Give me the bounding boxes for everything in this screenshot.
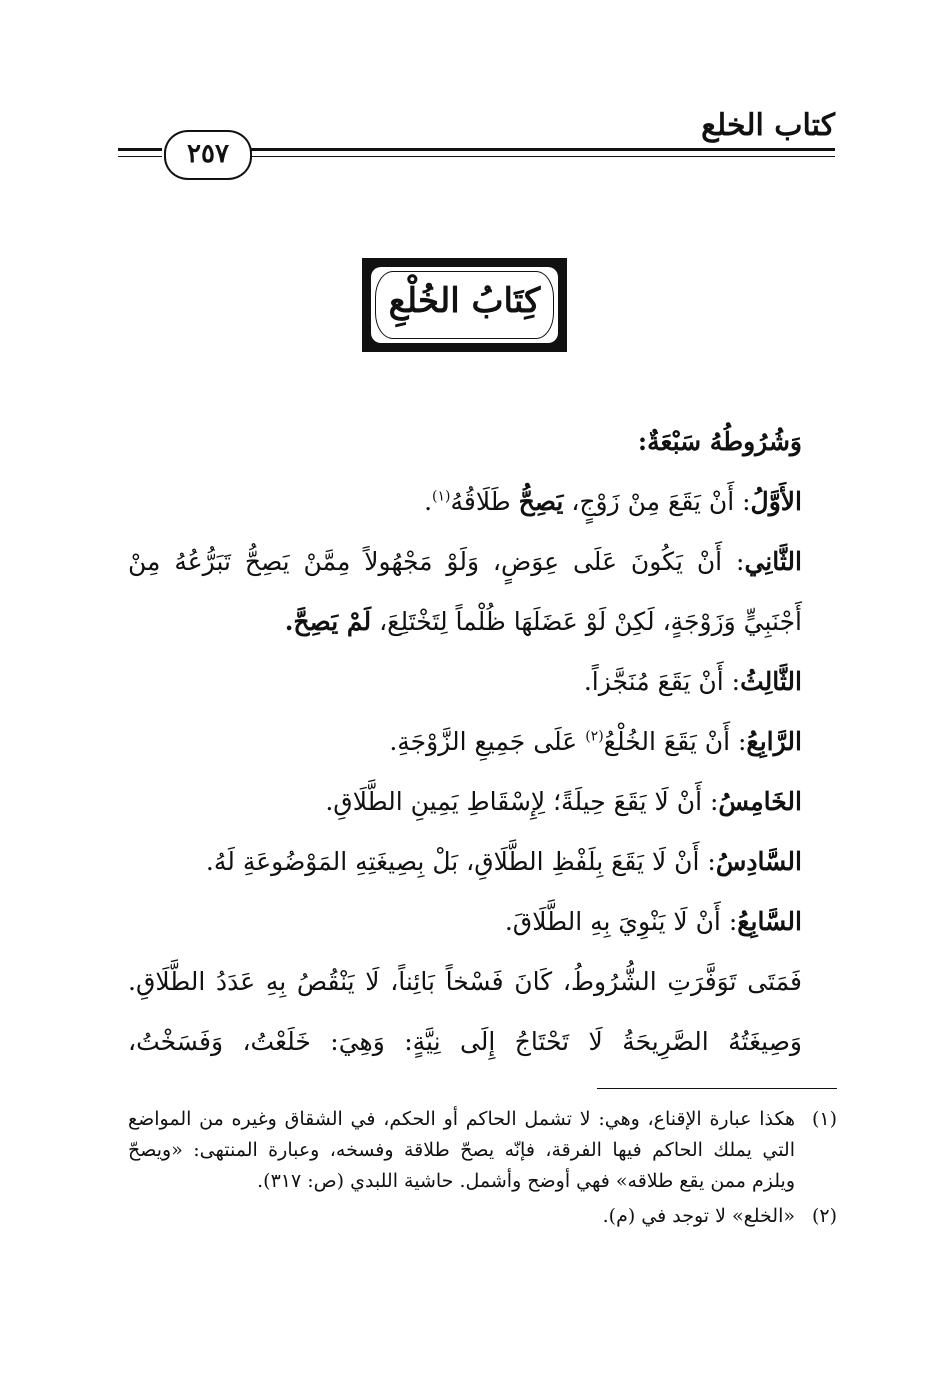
condition-3: [128, 652, 802, 712]
condition-4: [128, 712, 802, 772]
paragraph-2: وَصِيغَتُهُ الصَّرِيحَةُ لَا تَحْتَاجُ إِلَى نِيَّةٍ: وَهِيَ: خَلَعْتُ، وَفَسَخْتُ،: [128, 1027, 802, 1056]
condition-2-line-1: [128, 532, 802, 592]
condition-label: السَّادِسُ: [715, 847, 802, 876]
running-header-title: كتاب الخلع: [701, 108, 835, 143]
header-rule-left-thick: [118, 148, 162, 151]
footnote-text: هكذا عبارة الإقناع، وهي: لا تشمل الحاكم أو الحكم، في الشقاق وغيره من المواضع التي يملك الحاكم فيها الفرقة، فإنّه يصحّ طلاقة وفسخه، وعبارة المنتهى: «ويصحّ ويلزم ممن يقع طلاقه» فهي أوضح وأشمل. حاشية اللبدي (ص: ٣١٧).: [128, 1108, 795, 1192]
condition-text: : أَنْ لَا يَقَعَ حِيلَةً؛ لِإِسْقَاطِ يَمِينِ الطَّلَاقِ.: [325, 787, 719, 816]
condition-label: الرَّابِعُ: [746, 727, 802, 756]
footnote-2: [128, 1201, 837, 1232]
condition-6: [128, 832, 802, 892]
condition-1: [128, 472, 802, 532]
condition-label: الثَّانِي: [744, 547, 802, 576]
page-number: ٢٥٧: [164, 130, 252, 180]
condition-emphasis: لَمْ يَصِحَّ: [293, 607, 372, 636]
condition-text: : أَنْ لَا يَنْوِيَ بِهِ الطَّلَاقَ.: [504, 907, 738, 936]
footnotes: [128, 1104, 837, 1232]
header-rule-thin: [250, 156, 835, 157]
condition-label: الأَوَّلُ: [750, 487, 802, 516]
chapter-title-inner: [371, 267, 558, 343]
footnote-text: «الخلع» لا توجد في (م).: [602, 1205, 795, 1227]
condition-text: طَلَاقُهُ: [450, 487, 511, 516]
condition-text: : أَنْ يَقَعَ الخُلْعُ: [603, 727, 747, 756]
footnote-ref-1[interactable]: (١): [432, 488, 451, 505]
condition-label: الثَّالِثُ: [740, 667, 802, 696]
condition-text: : أَنْ يَقَعَ مِنْ زَوْجٍ،: [571, 487, 751, 516]
conditions-intro: وَشُرُوطُهُ سَبْعَةٌ:: [637, 427, 802, 456]
chapter-title-frame: [362, 258, 567, 352]
condition-2-line-2: [128, 592, 802, 652]
footnote-1: [128, 1104, 837, 1197]
footnote-separator: [597, 1088, 837, 1089]
condition-text: : أَنْ يَكُونَ عَلَى عِوَضٍ، وَلَوْ مَجْهُولاً مِمَّنْ يَصِحُّ تَبَرُّعُهُ مِنْ: [128, 547, 745, 576]
condition-text: : أَنْ يَقَعَ مُنَجَّزاً.: [583, 667, 741, 696]
footnote-number: (٢): [811, 1205, 837, 1227]
header-rule-left-thin: [118, 156, 162, 157]
condition-label: السَّابِعُ: [737, 907, 802, 936]
body-text: [128, 412, 802, 1072]
header-rule-thick: [250, 148, 835, 151]
sentence-end: .: [424, 487, 433, 516]
paragraph-1: فَمَتَى تَوَفَّرَتِ الشُّرُوطُ، كَانَ فَسْخاً بَائِناً، لَا يَنْقُصُ بِهِ عَدَدُ الطَّلَاقِ.: [128, 967, 802, 996]
condition-5: [128, 772, 802, 832]
sentence-end: .: [284, 607, 294, 636]
condition-emphasis: يَصِحُّ: [518, 487, 564, 516]
chapter-title: كِتَابُ الخُلْعِ: [388, 281, 541, 321]
footnote-ref-2[interactable]: (٢): [585, 728, 604, 745]
footnote-number: (١): [811, 1108, 837, 1130]
condition-text: أَجْنَبِيٍّ وَزَوْجَةٍ، لَكِنْ لَوْ عَضَلَهَا ظُلْماً لِتَخْتَلِعَ،: [379, 607, 802, 636]
condition-label: الخَامِسُ: [718, 787, 802, 816]
condition-text: : أَنْ لَا يَقَعَ بِلَفْظِ الطَّلَاقِ، بَلْ بِصِيغَتِهِ المَوْضُوعَةِ لَهُ.: [205, 847, 716, 876]
condition-7: [128, 892, 802, 952]
condition-text: عَلَى جَمِيعِ الزَّوْجَةِ.: [389, 727, 578, 756]
